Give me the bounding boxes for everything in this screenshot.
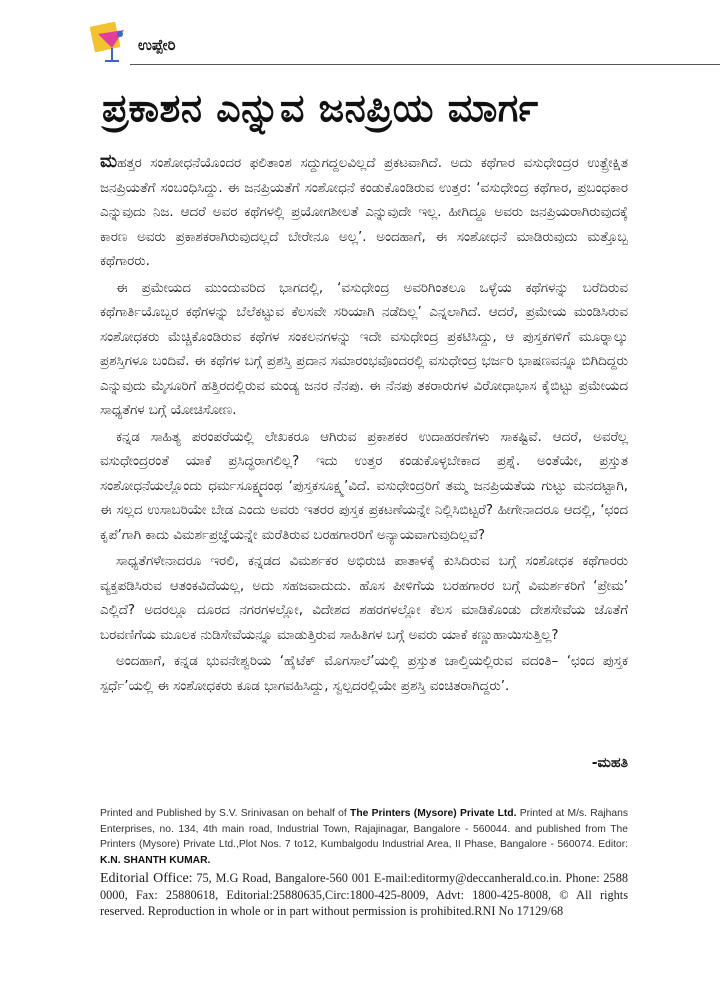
imprint-line-a: Printed and Published by S.V. Srinivasan on behalf of xyxy=(100,808,347,819)
page-header xyxy=(90,22,630,70)
page-title: ಪ್ರಕಾಶನ ಎನ್ನುವ ಜನಪ್ರಿಯ ಮಾರ್ಗ xyxy=(102,86,539,130)
paragraph-1-text: ಹತ್ತರ ಸಂಶೋಧನೆಯೊಂದರ ಫಲಿತಾಂಶ ಸದ್ದುಗದ್ದಲವಿಲ್ಲದೆ ಪ್ರಕಟವಾಗಿದೆ. ಅದು ಕಥೆಗಾರ ವಸುಧೇಂದ್ರರ ಉತ್ಪ್ರೇಕ್ಷಿತ ಜನಪ್ರಿಯತೆಗೆ ಸಂಬಂಧಿಸಿದ್ದು. ಈ ಜನಪ್ರಿಯತೆಗೆ ಸಂಶೋಧನೆ ಕಂಡುಕೊಂಡಿರುವ ಉತ್ತರ: ‘ವಸುಧೇಂದ್ರ ಕಥೆಗಾರ, ಪ್ರಬಂಧಕಾರ ಎನ್ನುವುದು ನಿಜ. ಆದರೆ ಅವರ ಕಥೆಗಳಲ್ಲಿ ಪ್ರಯೋಗಶೀಲತೆ ಎನ್ನುವುದೇ ಇಲ್ಲ. ಹೀಗಿದ್ದೂ ಅವರು ಜನಪ್ರಿಯರಾಗಿರುವುದಕ್ಕೆ ಕಾರಣ ಅವರು ಪ್ರಕಾಶಕರಾಗಿರುವುದಲ್ಲದೆ ಬೇರೇನೂ ಅಲ್ಲ’. ಅಂದಹಾಗೆ, ಈ ಸಂಶೋಧನೆ ಮಾಡಿರುವುದು ಮತ್ತೊಬ್ಬ ಕಥೆಗಾರರು. xyxy=(100,156,628,269)
imprint-editor: K.N. SHANTH KUMAR. xyxy=(100,854,211,866)
imprint-block xyxy=(100,806,628,919)
paragraph-5: ಅಂದಹಾಗೆ, ಕನ್ನಡ ಭುವನೇಶ್ವರಿಯ ‘ಹೈಟೆಕ್ ಮೊಗಸಾಲೆ’ಯಲ್ಲಿ ಪ್ರಸ್ತುತ ಚಾಲ್ತಿಯಲ್ಲಿರುವ ವದಂತಿ– ‘ಛಂದ ಪುಸ್ತಕ ಸ್ಪರ್ಧೆ’ಯಲ್ಲಿ ಈ ಸಂಶೋಧಕರು ಕೂಡ ಭಾಗವಹಿಸಿದ್ದು, ಸ್ವಲ್ಪದರಲ್ಲಿಯೇ ಪ್ರಶಸ್ತಿ ವಂಚಿತರಾಗಿದ್ದರು’. xyxy=(100,654,628,694)
paragraph-2: ಈ ಪ್ರಮೇಯದ ಮುಂದುವರಿದ ಭಾಗದಲ್ಲಿ, ‘ವಸುಧೇಂದ್ರ ಅವರಿಗಿಂತಲೂ ಒಳ್ಳೆಯ ಕಥೆಗಳನ್ನು ಬರೆದಿರುವ ಕಥೆಗಾರ್ತಿಯೊಬ್ಬರ ಕಥೆಗಳನ್ನು ಬೆಲೆಕಟ್ಟುವ ಕೆಲಸವೇ ಸರಿಯಾಗಿ ನಡೆದಿಲ್ಲ’ ಎನ್ನಲಾಗಿದೆ. ಆದರೆ, ಪ್ರಮೇಯ ಮಂಡಿಸಿರುವ ಸಂಶೋಧಕರು ಮೆಚ್ಚಿಕೊಂಡಿರುವ ಕಥೆಗಳ ಸಂಕಲನಗಳನ್ನು ಇದೇ ವಸುಧೇಂದ್ರ ಪ್ರಕಟಿಸಿದ್ದು, ಆ ಪುಸ್ತಕಗಳಿಗೆ ಮೂರ್‍ನಾಲ್ಕು ಪ್ರಶಸ್ತಿಗಳೂ ಬಂದಿವೆ. ಈ ಕಥೆಗಳ ಬಗ್ಗೆ ಪ್ರಶಸ್ತಿ ಪ್ರದಾನ ಸಮಾರಂಭವೊಂದರಲ್ಲಿ ವಸುಧೇಂದ್ರ ಭರ್ಜರಿ ಭಾಷಣವನ್ನೂ ಬಿಗಿದಿದ್ದರು ಎನ್ನುವುದು ಮೈಸೂರಿಗೆ ಹತ್ತಿರದಲ್ಲಿರುವ ಮಂಡ್ಯ ಜನರ ನೆನಪು. ಈ ನೆನಪು ತಕರಾರುಗಳ ವಿರೋಧಾಭಾಸ ಕೈಬಿಟ್ಟು ಪ್ರಮೇಯದ ಸಾಧ್ಯತೆಗಳ ಬಗ್ಗೆ ಯೋಚಿಸೋಣ. xyxy=(100,280,628,418)
editorial-office xyxy=(100,870,628,919)
drop-cap: ಮ xyxy=(100,151,118,172)
paragraph-3: ಕನ್ನಡ ಸಾಹಿತ್ಯ ಪರಂಪರೆಯಲ್ಲಿ ಲೇಖಕರೂ ಆಗಿರುವ ಪ್ರಕಾಶಕರ ಉದಾಹರಣೆಗಳು ಸಾಕಷ್ಟಿವೆ. ಆದರೆ, ಅವರೆಲ್ಲ ವಸುಧೇಂದ್ರರಂತೆ ಯಾಕೆ ಪ್ರಸಿದ್ಧರಾಗಲಿಲ್ಲ? ಇದು ಉತ್ತರ ಕಂಡುಕೊಳ್ಳಬೇಕಾದ ಪ್ರಶ್ನೆ. ಅಂತೆಯೇ, ಪ್ರಸ್ತುತ ಸಂಶೋಧನೆಯಲ್ಲೊಂದು ಧರ್ಮಸೂಕ್ಷ್ಮದಂಥ ‘ಪುಸ್ತಕಸೂಕ್ಷ್ಮ’ವಿದೆ. ವಸುಧೇಂದ್ರರಿಗೆ ತಮ್ಮ ಜನಪ್ರಿಯತೆಯ ಗುಟ್ಟು ಮನದಟ್ಟಾಗಿ, ಈ ಸಲ್ಲದ ಉಸಾಬರಿಯೇ ಬೇಡ ಎಂದು ಅವರು ಇತರರ ಪುಸ್ತಕ ಪ್ರಕಟಣೆಯನ್ನೇ ನಿಲ್ಲಿಸಿಬಿಟ್ಟರೆ? ಹೀಗೇನಾದರೂ ಆದಲ್ಲಿ, ‘ಛಂದ ಕೃಪೆ’ಗಾಗಿ ಕಾದು ವಿಮರ್ಶಪ್ರಜ್ಞೆಯನ್ನೇ ಮರೆತಿರುವ ಬರಹಗಾರರಿಗೆ ಅನ್ಯಾಯವಾಗುವುದಿಲ್ಲವೆ? xyxy=(100,429,628,543)
martini-glass-icon xyxy=(90,22,130,66)
imprint-publisher-line xyxy=(100,806,628,868)
paragraph-1 xyxy=(100,150,628,275)
editorial-office-label: Editorial Office: xyxy=(100,871,193,886)
article-body xyxy=(100,150,628,701)
imprint-publisher: The Printers (Mysore) Private Ltd. xyxy=(350,808,517,819)
header-divider xyxy=(130,64,720,65)
section-name: ಉಪ್ಪೇರಿ xyxy=(138,36,176,54)
paragraph-4: ಸಾಧ್ಯತೆಗಳೇನಾದರೂ ಇರಲಿ, ಕನ್ನಡದ ವಿಮರ್ಶಕರ ಅಭಿರುಚಿ ಪಾತಾಳಕ್ಕೆ ಕುಸಿದಿರುವ ಬಗ್ಗೆ ಸಂಶೋಧಕ ಕಥೆಗಾರರು ವ್ಯಕ್ತಪಡಿಸಿರುವ ಆತಂಕವಿದೆಯಲ್ಲ, ಅದು ಸಹಜವಾದುದು. ಹೊಸ ಪೀಳಿಗೆಯ ಬರಹಗಾರರ ಬಗ್ಗೆ ವಿಮರ್ಶಕರಿಗೆ ‘ಪ್ರೇಮ’ ಎಲ್ಲಿದೆ? ಅದರಲ್ಲೂ ದೂರದ ನಗರಗಳಲ್ಲೋ, ವಿದೇಶದ ಶಹರಗಳಲ್ಲೋ ಕೆಲಸ ಮಾಡಿಕೊಂಡು ದೇಶಸೇವೆಯ ಜೊತೆಗೆ ಬರವಣಿಗೆಯ ಮೂಲಕ ನುಡಿಸೇವೆಯನ್ನೂ ಮಾಡುತ್ತಿರುವ ಸಾಹಿತಿಗಳ ಬಗ್ಗೆ ಅವರು ಯಾಕೆ ಕಣ್ಣುಹಾಯಿಸುತ್ತಿಲ್ಲ? xyxy=(100,554,628,643)
imprint-line-b: Printed at M/s. Rajhans Enterprises, no. 134, 4th main road, Industrial Town, Rajajinagar, Bangalore - 560044. and published from The Printers (Mysore) Private Ltd.,Plot Nos. 7 to12, Kumbalgodu Industrial Area, II Phase, Bangalore - 560074. Editor: xyxy=(100,808,628,850)
author-signature: -ಮಹತಿ xyxy=(591,755,628,771)
editorial-office-text: 75, M.G Road, Bangalore-560 001 E-mail:editormy@deccanherald.co.in. Phone: 2588 0000, Fax: 25880618, Editorial:25880635,Circ:1800-425-8009, Advt: 1800-425-8008, © All rights reserved. Reproduction in whole or in part without permission is prohibited.RNI No 17129/68 xyxy=(100,871,629,918)
